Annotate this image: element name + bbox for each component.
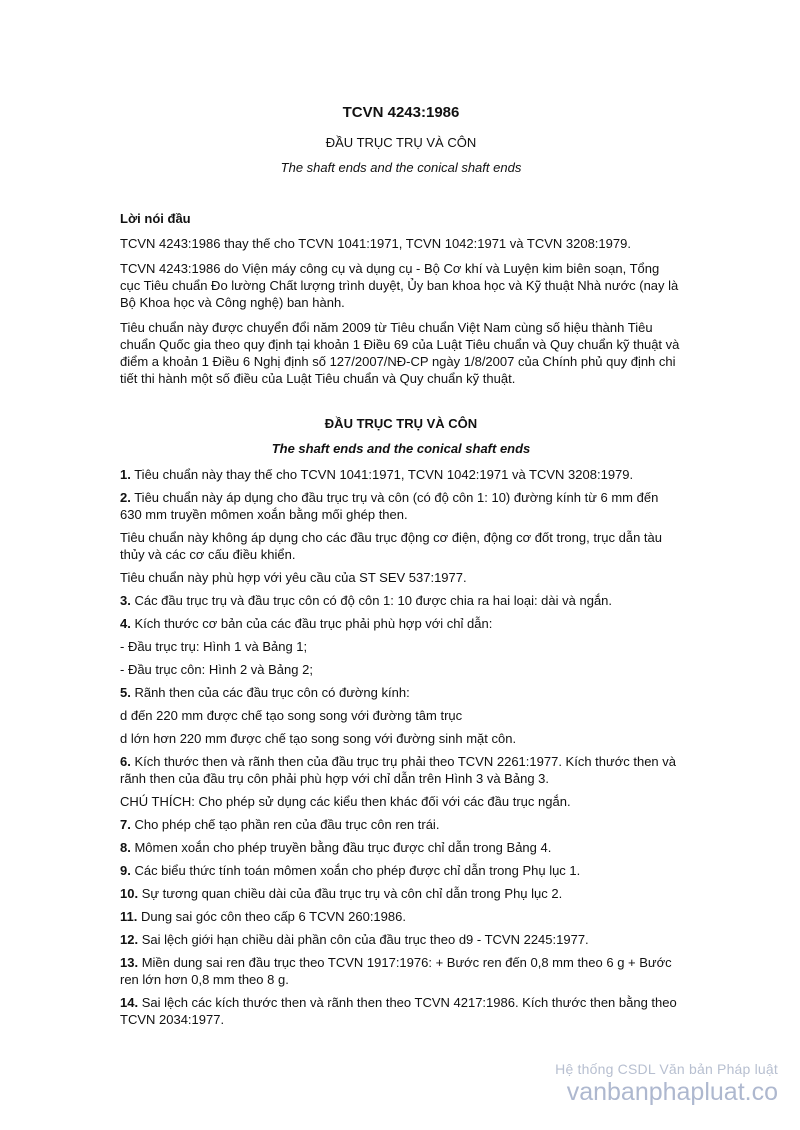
clause-number: 12. xyxy=(120,932,139,947)
clause-text: - Đầu trục trụ: Hình 1 và Bảng 1; xyxy=(120,639,308,654)
document-page xyxy=(120,104,682,1034)
clause-number: 3. xyxy=(120,593,131,608)
clause-text: Tiêu chuẩn này thay thế cho TCVN 1041:1971, TCVN 1042:1971 và TCVN 3208:1979. xyxy=(130,467,634,482)
clause-item xyxy=(120,994,682,1028)
clause-text: Tiêu chuẩn này không áp dụng cho các đầu trục động cơ điện, động cơ đốt trong, trục dẫn tàu thủy và các cơ cấu điều khiển. xyxy=(120,530,662,562)
clause-item xyxy=(120,793,682,810)
clause-number: 2. xyxy=(120,490,131,505)
clause-number: 4. xyxy=(120,616,131,631)
clause-number: 14. xyxy=(120,995,139,1010)
preface-paragraph: Tiêu chuẩn này được chuyển đổi năm 2009 từ Tiêu chuẩn Việt Nam cùng số hiệu thành Tiêu chuẩn Quốc gia theo quy định tại khoản 1 Điều 69 của Luật Tiêu chuẩn và Quy chuẩn kỹ thuật và điểm a khoản 1 Điều 6 Nghị định số 127/2007/NĐ-CP ngày 1/8/2007 của Chính phủ quy định chi tiết thi hành một số điều của Luật Tiêu chuẩn và Quy chuẩn kỹ thuật. xyxy=(120,320,680,386)
section-title-english: The shaft ends and the conical shaft ends xyxy=(271,441,531,456)
clause-text: Kích thước then và rãnh then của đầu trục trụ phải theo TCVN 2261:1977. Kích thước then và rãnh then của đầu trụ côn phải phù hợp với chỉ dẫn trên Hình 3 và Bảng 3. xyxy=(120,754,676,786)
clause-item xyxy=(120,954,682,988)
clause-text: Tiêu chuẩn này phù hợp với yêu cầu của ST SEV 537:1977. xyxy=(120,570,467,585)
clause-text: Rãnh then của các đầu trục côn có đường kính: xyxy=(130,685,410,700)
clause-number: 9. xyxy=(120,863,131,878)
clause-number: 11. xyxy=(120,909,138,924)
clause-number: 7. xyxy=(120,817,131,832)
clause-item xyxy=(120,707,682,724)
clause-text: Sai lệch các kích thước then và rãnh then theo TCVN 4217:1986. Kích thước then bằng theo TCVN 2034:1977. xyxy=(120,995,677,1027)
clause-list xyxy=(120,466,682,1028)
standard-code-title: TCVN 4243:1986 xyxy=(342,104,460,121)
clause-item xyxy=(120,730,682,747)
clause-item xyxy=(120,638,682,655)
clause-number: 13. xyxy=(120,955,139,970)
clause-item xyxy=(120,489,682,523)
clause-item xyxy=(120,592,682,609)
preface-paragraph: TCVN 4243:1986 thay thế cho TCVN 1041:1971, TCVN 1042:1971 và TCVN 3208:1979. xyxy=(120,236,631,251)
clause-text: Tiêu chuẩn này áp dụng cho đầu trục trụ và côn (có độ côn 1: 10) đường kính từ 6 mm đến 630 mm truyền mômen xoắn bằng mối ghép then. xyxy=(120,490,659,522)
clause-number: 1. xyxy=(120,467,131,482)
clause-text: Dung sai góc côn theo cấp 6 TCVN 260:1986. xyxy=(137,909,406,924)
clause-number: 6. xyxy=(120,754,131,769)
clause-text: Các đầu trục trụ và đầu trục côn có độ côn 1: 10 được chia ra hai loại: dài và ngắn. xyxy=(130,593,613,608)
site-watermark xyxy=(555,1061,778,1107)
preface-heading: Lời nói đầu xyxy=(120,211,191,226)
clause-item xyxy=(120,885,682,902)
clause-text: d lớn hơn 220 mm được chế tạo song song với đường sinh mặt côn. xyxy=(120,731,517,746)
clause-text: Sai lệch giới hạn chiều dài phần côn của đầu trục theo d9 - TCVN 2245:1977. xyxy=(138,932,589,947)
clause-item xyxy=(120,839,682,856)
clause-item xyxy=(120,569,682,586)
clause-item xyxy=(120,816,682,833)
preface-paragraph: TCVN 4243:1986 do Viện máy công cụ và dụng cụ - Bộ Cơ khí và Luyện kim biên soạn, Tổng cục Tiêu chuẩn Đo lường Chất lượng trình duyệt, Ủy ban khoa học và Kỹ thuật Nhà nước (nay là Bộ Khoa học và Công nghệ) ban hành. xyxy=(120,261,679,310)
clause-item xyxy=(120,684,682,701)
clause-text: CHÚ THÍCH: Cho phép sử dụng các kiểu then khác đối với các đầu trục ngắn. xyxy=(120,794,571,809)
watermark-caption: Hệ thống CSDL Văn bản Pháp luật xyxy=(555,1061,778,1077)
clause-item xyxy=(120,931,682,948)
clause-number: 5. xyxy=(120,685,131,700)
clause-number: 8. xyxy=(120,840,131,855)
clause-item xyxy=(120,529,682,563)
clause-item xyxy=(120,661,682,678)
clause-item xyxy=(120,908,682,925)
title-english: The shaft ends and the conical shaft ends xyxy=(280,160,522,175)
clause-item xyxy=(120,466,682,483)
clause-item xyxy=(120,862,682,879)
clause-text: Miền dung sai ren đầu trục theo TCVN 1917:1976: + Bước ren đến 0,8 mm theo 6 g + Bước ren lớn hơn 0,8 mm theo 8 g. xyxy=(120,955,672,987)
clause-text: Sự tương quan chiều dài của đầu trục trụ và côn chỉ dẫn trong Phụ lục 2. xyxy=(138,886,563,901)
title-vietnamese: ĐẦU TRỤC TRỤ VÀ CÔN xyxy=(325,135,477,150)
clause-item xyxy=(120,753,682,787)
clause-text: d đến 220 mm được chế tạo song song với đường tâm trục xyxy=(120,708,463,723)
clause-text: Các biểu thức tính toán mômen xoắn cho phép được chỉ dẫn trong Phụ lục 1. xyxy=(130,863,581,878)
clause-text: Cho phép chế tạo phần ren của đầu trục côn ren trái. xyxy=(130,817,440,832)
clause-text: - Đầu trục côn: Hình 2 và Bảng 2; xyxy=(120,662,313,677)
clause-item xyxy=(120,615,682,632)
section-title: ĐẦU TRỤC TRỤ VÀ CÔN xyxy=(324,416,478,431)
clause-text: Kích thước cơ bản của các đầu trục phải phù hợp với chỉ dẫn: xyxy=(130,616,493,631)
clause-number: 10. xyxy=(120,886,139,901)
clause-text: Mômen xoắn cho phép truyền bằng đầu trục được chỉ dẫn trong Bảng 4. xyxy=(130,840,552,855)
watermark-site-name: vanbanphapluat.co xyxy=(566,1078,778,1106)
